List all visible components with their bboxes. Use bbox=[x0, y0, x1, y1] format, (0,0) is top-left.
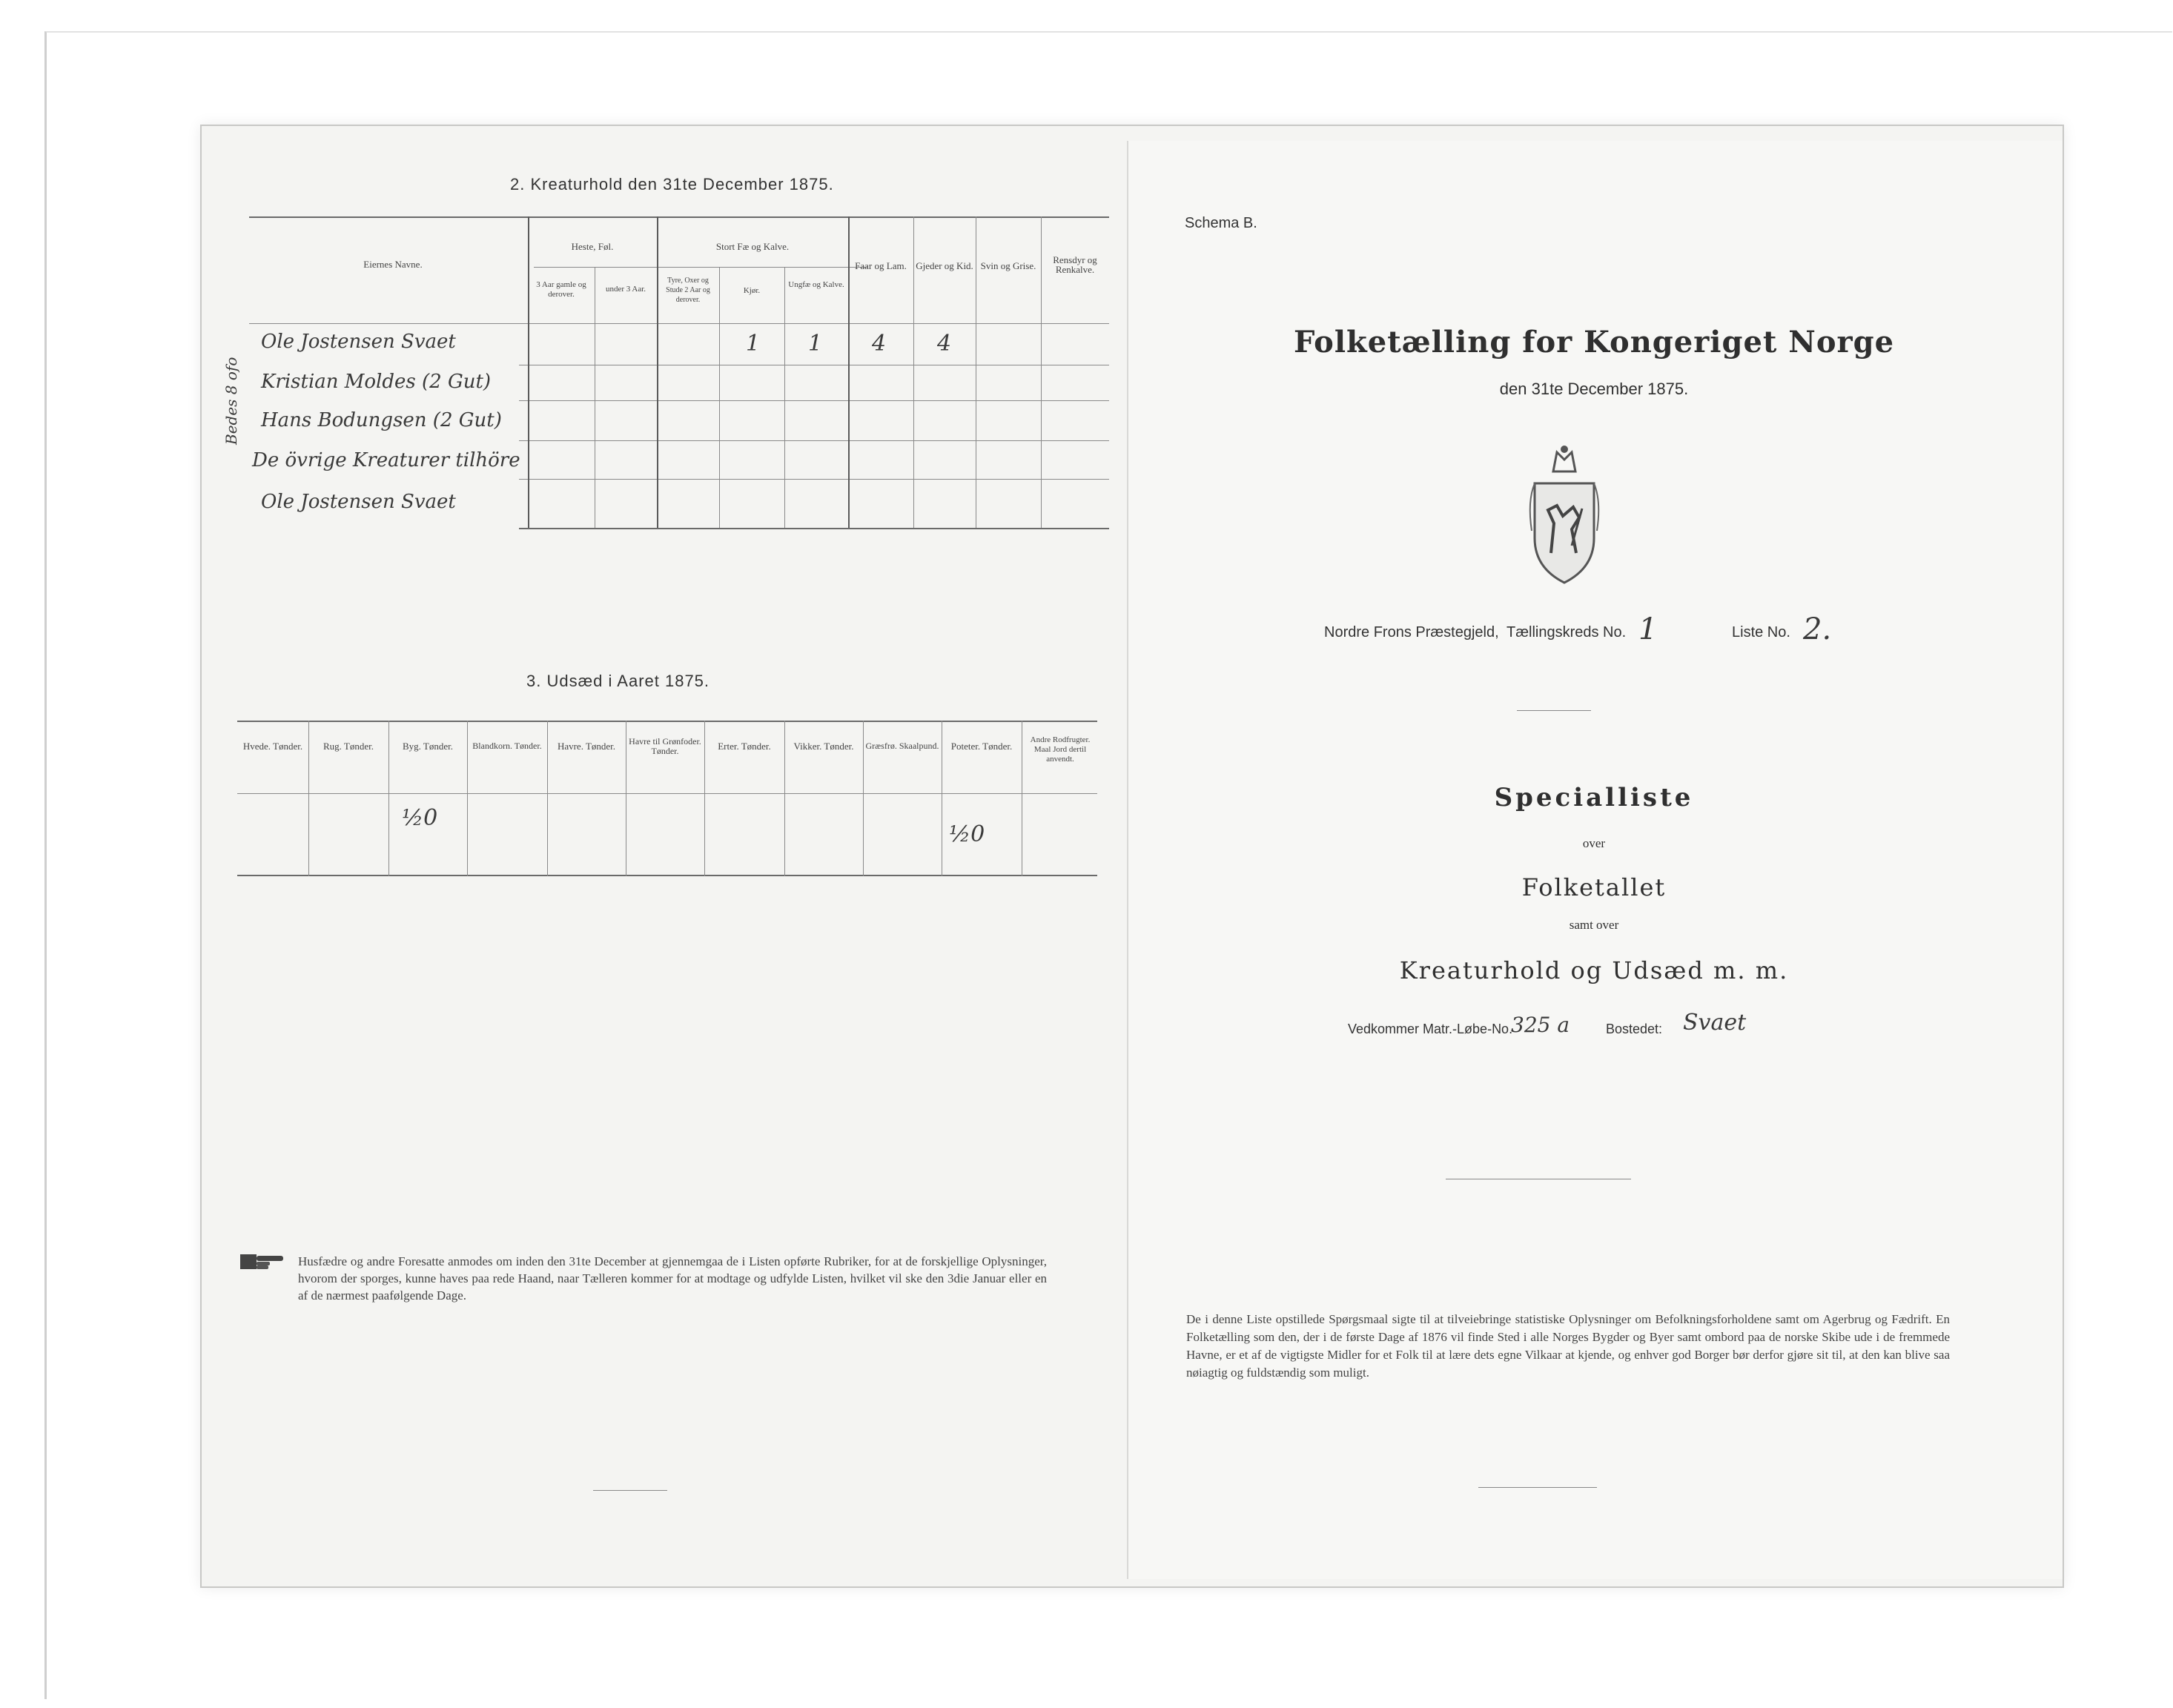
margin-note: Bedes 8 ofo bbox=[222, 357, 240, 445]
table2-row-rule bbox=[519, 440, 1109, 441]
over-label: over bbox=[1582, 836, 1606, 850]
bosted-value: Svaet bbox=[1683, 1010, 1747, 1036]
folketallet-label: Folketallet bbox=[1521, 873, 1667, 901]
section3-title: 3. Udsæd i Aaret 1875. bbox=[526, 672, 710, 690]
owner-name: Kristian Moldes (2 Gut) bbox=[261, 371, 492, 393]
header-havre-gronfoder: Havre til Grønfoder. Tønder. bbox=[629, 736, 701, 756]
table2-col-divider bbox=[913, 216, 914, 528]
header-andre-rodfrugter: Andre Rodfrugter. Maal Jord dertil anvendt. bbox=[1030, 735, 1091, 764]
table2-header-rule bbox=[249, 323, 1109, 324]
header-havre: Havre. Tønder. bbox=[557, 741, 616, 752]
count-gjeder: 4 bbox=[937, 331, 952, 357]
main-title: Folketælling for Kongeriget Norge bbox=[1293, 325, 1895, 360]
kreaturhold-label: Kreaturhold og Udsæd m. m. bbox=[1399, 956, 1789, 984]
header-eiernes-navne: Eiernes Navne. bbox=[363, 259, 423, 270]
header-graesfro: Græsfrø. Skaalpund. bbox=[865, 741, 939, 751]
liste-label: Liste No. bbox=[1732, 624, 1790, 640]
owner-name: Hans Bodungsen (2 Gut) bbox=[261, 409, 502, 431]
table3-bottom-rule bbox=[237, 875, 1097, 876]
bosted-label: Bostedet: bbox=[1606, 1022, 1663, 1036]
section2-title: 2. Kreaturhold den 31te December 1875. bbox=[510, 175, 834, 193]
table2-row-rule bbox=[519, 400, 1109, 401]
table3-col-divider bbox=[704, 721, 705, 876]
kreds-number: 1 bbox=[1638, 612, 1658, 646]
value-poteter: ½0 bbox=[949, 821, 985, 847]
value-byg: ½0 bbox=[402, 805, 438, 831]
table3-col-divider bbox=[388, 721, 389, 876]
left-bottom-rule bbox=[593, 1490, 667, 1491]
table3-col-divider bbox=[308, 721, 309, 876]
header-rug: Rug. Tønder. bbox=[323, 741, 374, 752]
count-ungfae: 1 bbox=[808, 331, 823, 357]
owner-name: Ole Jostensen Svaet bbox=[261, 331, 456, 353]
header-faar: Faar og Lam. bbox=[855, 260, 907, 271]
census-date: den 31te December 1875. bbox=[1499, 380, 1689, 398]
header-stort-fae: Stort Fæ og Kalve. bbox=[715, 241, 790, 252]
matr-label: Vedkommer Matr.-Løbe-No. bbox=[1348, 1022, 1513, 1036]
header-poteter: Poteter. Tønder. bbox=[950, 741, 1013, 752]
table3-col-divider bbox=[863, 721, 864, 876]
owner-name: De övrige Kreaturer tilhöre bbox=[252, 449, 520, 471]
table3-col-divider bbox=[547, 721, 548, 876]
header-byg: Byg. Tønder. bbox=[402, 741, 453, 752]
pointing-hand-icon bbox=[239, 1250, 291, 1272]
header-hvede: Hvede. Tønder. bbox=[242, 741, 303, 752]
coat-of-arms-icon bbox=[1520, 442, 1609, 590]
header-ungfae: Ungfæ og Kalve. bbox=[788, 280, 844, 289]
table2-col-divider bbox=[719, 267, 720, 528]
table2-col-divider bbox=[528, 216, 529, 528]
table2-col-divider bbox=[1041, 216, 1042, 528]
table3-header-rule bbox=[237, 793, 1097, 794]
header-vikker: Vikker. Tønder. bbox=[793, 741, 854, 752]
matr-number: 325 a bbox=[1511, 1013, 1570, 1037]
header-tyre: Tyre, Oxer og Stude 2 Aar og derover. bbox=[666, 277, 710, 304]
count-kjor: 1 bbox=[746, 331, 761, 357]
kreds-label: Tællingskreds No. bbox=[1506, 624, 1627, 640]
prestegjeld: Nordre Frons Præstegjeld, bbox=[1324, 624, 1499, 640]
table2-row-rule bbox=[519, 479, 1109, 480]
divider-rule bbox=[1517, 710, 1591, 711]
header-blandkorn: Blandkorn. Tønder. bbox=[472, 741, 542, 751]
header-3aar: 3 Aar gamle og derover. bbox=[536, 280, 586, 299]
table2-header-mid bbox=[534, 267, 867, 268]
page-fold bbox=[1127, 141, 1128, 1579]
table2-bottom-rule bbox=[519, 528, 1109, 529]
divider-rule bbox=[1478, 1487, 1597, 1488]
table2-col-divider bbox=[657, 216, 658, 528]
samt-over-label: samt over bbox=[1569, 918, 1619, 932]
footnote: Husfædre og andre Foresatte anmodes om inden den 31te December at gjennemgaa de i Listen opførte Rubriker, for at de forskjellige Oplysninger, hvorom der sporges, kunne haves paa rede Haand, naar Tælleren kommer for at modtage og udfylde Listen, hvilket vil ske den 3die Januar eller en af de nærmest paafølgende Dage. bbox=[298, 1254, 1047, 1302]
header-svin: Svin og Grise. bbox=[980, 260, 1036, 271]
count-faar: 4 bbox=[872, 331, 887, 357]
header-heste: Heste, Føl. bbox=[571, 241, 614, 252]
bottom-paragraph: De i denne Liste opstillede Spørgsmaal sigte til at tilveiebringe statistiske Oplysninger om Befolkningsforholdene samt om Agerbrug og Fædrift. En Folketælling som den, der i de første Dage af 1876 vil finde Sted i alle Norges Bygder og Byer samt ombord paa de norske Skibe ude i de fremmede Havne, er et af de vigtigste Midler for et Folk til at lære dets egne Vilkaar at kjende, og enhver god Borger bør derfor gjøre sit til, at den kan blive saa nøiagtig og fuldstændig som muligt. bbox=[1186, 1312, 1950, 1380]
header-gjeder: Gjeder og Kid. bbox=[916, 260, 973, 271]
header-erter: Erter. Tønder. bbox=[718, 741, 771, 752]
specialliste-title: Specialliste bbox=[1494, 783, 1694, 812]
table2-top-rule bbox=[249, 216, 1109, 218]
header-rensdyr: Rensdyr og Renkalve. bbox=[1053, 254, 1097, 275]
header-under3: under 3 Aar. bbox=[605, 285, 646, 294]
owner-name: Ole Jostensen Svaet bbox=[261, 491, 456, 513]
table3-top-rule bbox=[237, 721, 1097, 722]
schema-label: Schema B. bbox=[1185, 215, 1257, 231]
table3-col-divider bbox=[784, 721, 785, 876]
liste-number: 2. bbox=[1803, 612, 1832, 646]
header-kjor: Kjør. bbox=[743, 286, 761, 295]
table2-col-divider bbox=[784, 267, 785, 528]
table3-col-divider bbox=[467, 721, 468, 876]
